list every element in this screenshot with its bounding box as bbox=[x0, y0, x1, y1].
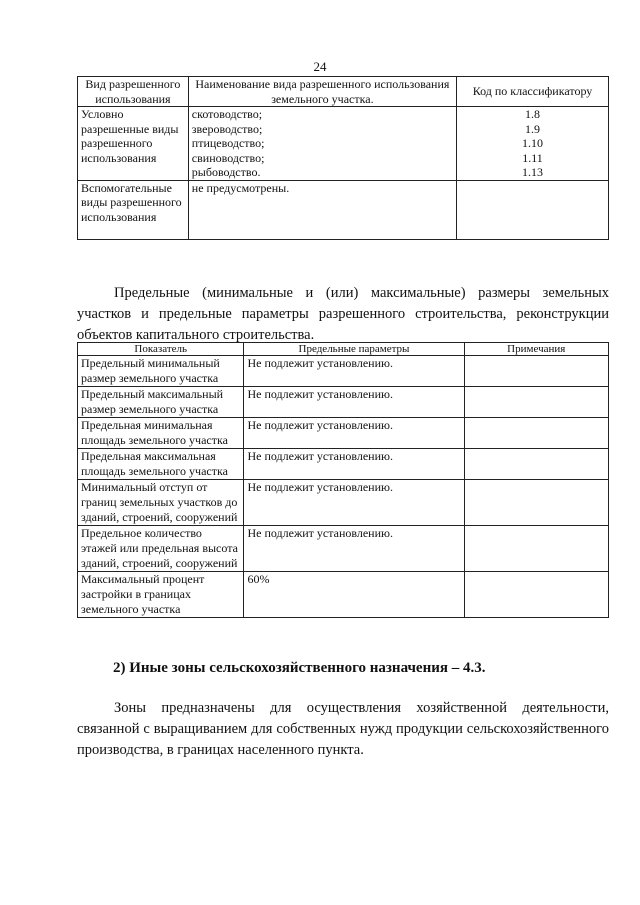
t1-row2-codes bbox=[456, 180, 608, 239]
zone-description-paragraph: Зоны предназначены для осуществления хозяйственной деятельности, связанной с выращиванием для собственных нужд продукции сельскохозяйственного производства, в границах населенного пункта. bbox=[77, 700, 609, 758]
t2-header-notes: Примечания bbox=[464, 343, 608, 356]
value-cell: 60% bbox=[244, 572, 464, 618]
permitted-use-table bbox=[77, 76, 609, 240]
t1-header-use-kind: Вид разрешенного использования bbox=[78, 77, 189, 107]
value-cell: Не подлежит установлению. bbox=[244, 418, 464, 449]
t1-row2-label: Вспомогательные виды разрешенного использования bbox=[78, 180, 189, 239]
note-cell bbox=[464, 480, 608, 526]
use-item: птицеводство; bbox=[191, 136, 265, 150]
t1-header-use-name: Наименование вида разрешенного использования земельного участка. bbox=[188, 77, 456, 107]
use-item: скотоводство; bbox=[191, 107, 263, 121]
note-cell bbox=[464, 572, 608, 618]
note-cell bbox=[464, 356, 608, 387]
limits-paragraph: Предельные (минимальные и (или) максимальные) размеры земельных участков и предельные параметры разрешенного строительства, реконструкции объектов капитального строительства. bbox=[77, 285, 609, 343]
code-item: 1.11 bbox=[522, 150, 543, 165]
code-item: 1.9 bbox=[524, 121, 540, 136]
indicator-cell: Предельная минимальная площадь земельного участка bbox=[78, 418, 244, 449]
indicator-cell: Максимальный процент застройки в границах земельного участка bbox=[78, 572, 244, 618]
value-cell: Не подлежит установлению. bbox=[244, 526, 464, 572]
use-item: рыбоводство. bbox=[191, 165, 261, 179]
table-row bbox=[78, 387, 609, 418]
table-row bbox=[78, 356, 609, 387]
t1-row1-codes bbox=[456, 107, 608, 181]
indicator-cell: Предельный минимальный размер земельного участка bbox=[78, 356, 244, 387]
t2-header-indicator: Показатель bbox=[78, 343, 244, 356]
note-cell bbox=[464, 387, 608, 418]
table-row bbox=[78, 180, 609, 239]
indicator-cell: Предельное количество этажей или предельная высота зданий, строений, сооружений bbox=[78, 526, 244, 572]
code-item: 1.10 bbox=[521, 136, 543, 150]
table-row bbox=[78, 572, 609, 618]
code-item: 1.13 bbox=[521, 165, 543, 179]
t2-header-parameters: Предельные параметры bbox=[244, 343, 464, 356]
table-row bbox=[78, 107, 609, 181]
parameters-table bbox=[77, 342, 609, 618]
indicator-cell: Предельный максимальный размер земельного участка bbox=[78, 387, 244, 418]
value-cell: Не подлежит установлению. bbox=[244, 387, 464, 418]
indicator-cell: Минимальный отступ от границ земельных участков до зданий, строений, сооружений bbox=[78, 480, 244, 526]
section-heading: 2) Иные зоны сельскохозяйственного назначения – 4.3. bbox=[113, 660, 486, 676]
value-cell: Не подлежит установлению. bbox=[244, 356, 464, 387]
t1-row2-uses: не предусмотрены. bbox=[188, 180, 456, 239]
note-cell bbox=[464, 526, 608, 572]
use-item: свиноводство; bbox=[191, 150, 265, 165]
table-row bbox=[78, 449, 609, 480]
table-row bbox=[78, 418, 609, 449]
page-number: 24 bbox=[313, 59, 327, 74]
t1-row1-uses bbox=[188, 107, 456, 181]
value-cell: Не подлежит установлению. bbox=[244, 480, 464, 526]
table-row bbox=[78, 526, 609, 572]
note-cell bbox=[464, 449, 608, 480]
indicator-cell: Предельная максимальная площадь земельного участка bbox=[78, 449, 244, 480]
value-cell: Не подлежит установлению. bbox=[244, 449, 464, 480]
t1-row1-label: Условно разрешенные виды разрешенного использования bbox=[78, 107, 189, 181]
table-row bbox=[78, 480, 609, 526]
code-item: 1.8 bbox=[524, 107, 540, 121]
use-item: звероводство; bbox=[191, 121, 263, 136]
note-cell bbox=[464, 418, 608, 449]
t1-header-code: Код по классификатору bbox=[456, 77, 608, 107]
